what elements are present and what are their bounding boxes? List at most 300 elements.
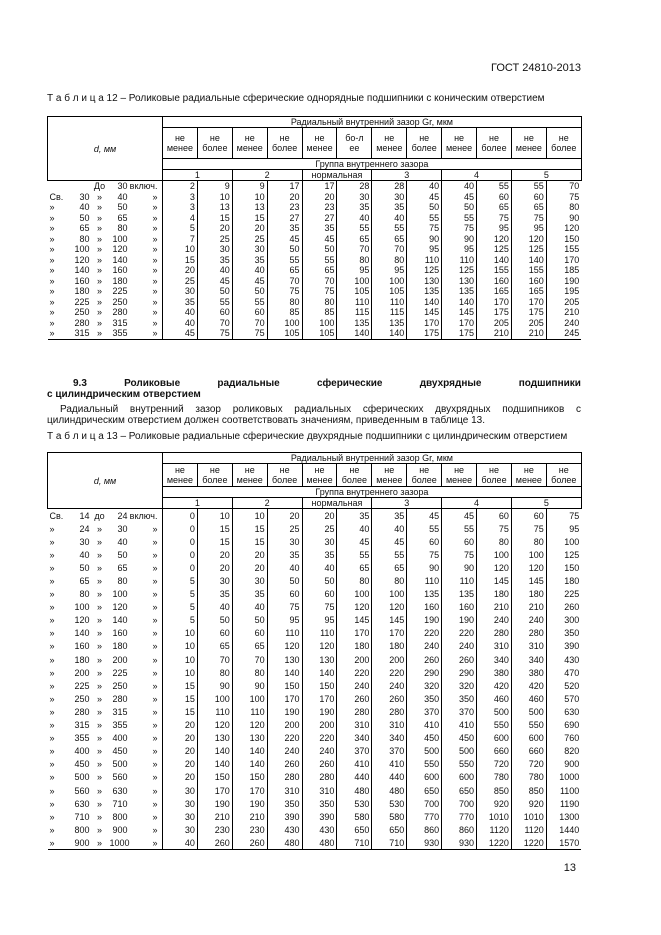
clearance-value: 27 <box>302 213 337 224</box>
clearance-value: 90 <box>197 679 232 692</box>
clearance-value: 280 <box>372 705 407 718</box>
diameter-range-text <box>50 786 161 796</box>
clearance-value: 20 <box>163 745 198 758</box>
group-name: 2 <box>232 498 302 509</box>
clearance-value: 95 <box>477 223 512 234</box>
min-label: не менее <box>442 128 477 159</box>
range-prefix: » <box>49 296 55 307</box>
clearance-value: 390 <box>302 810 337 823</box>
clearance-value: 75 <box>407 223 442 234</box>
table-row <box>48 328 582 339</box>
group-header: Группа внутреннего зазора <box>163 487 582 498</box>
clearance-value: 130 <box>197 732 232 745</box>
range-separator: До <box>93 181 106 192</box>
clearance-value: 550 <box>511 719 546 732</box>
clearance-value: 20 <box>163 758 198 771</box>
clearance-value: 30 <box>267 535 302 548</box>
clearance-value: 100 <box>197 692 232 705</box>
clearance-value: 23 <box>267 202 302 213</box>
clearance-value: 930 <box>442 836 477 850</box>
clearance-value: 310 <box>267 784 302 797</box>
clearance-value: 205 <box>546 297 581 308</box>
clearance-value: 50 <box>232 614 267 627</box>
clearance-value: 35 <box>337 509 372 523</box>
clearance-value: 430 <box>267 823 302 836</box>
clearance-value: 40 <box>337 522 372 535</box>
clearance-value: 75 <box>267 601 302 614</box>
max-label: не более <box>197 464 232 487</box>
diameter-range-text <box>50 265 161 275</box>
table-row <box>48 297 582 308</box>
clearance-value: 140 <box>372 328 407 339</box>
clearance-value: 95 <box>372 265 407 276</box>
clearance-value: 130 <box>232 732 267 745</box>
range-separator: » <box>96 772 102 783</box>
clearance-value: 260 <box>197 836 232 850</box>
clearance-value: 60 <box>477 192 512 203</box>
clearance-value: 75 <box>442 223 477 234</box>
clearance-value: 100 <box>267 318 302 329</box>
clearance-value: 60 <box>407 535 442 548</box>
clearance-value: 65 <box>511 202 546 213</box>
clearance-value: 55 <box>407 213 442 224</box>
clearance-value: 65 <box>302 265 337 276</box>
table-13-caption: Т а б л и ц а 13 – Роликовые радиальные сферические двухрядные подшипники с цилиндрическим отверстием <box>47 431 568 442</box>
clearance-value: 20 <box>267 509 302 523</box>
clearance-value: 20 <box>163 771 198 784</box>
clearance-value: 310 <box>302 784 337 797</box>
range-prefix: » <box>49 772 55 783</box>
diameter-range <box>48 286 163 297</box>
clearance-value: 80 <box>267 297 302 308</box>
diameter-range <box>48 202 163 213</box>
range-separator: » <box>96 576 102 587</box>
clearance-value: 5 <box>163 614 198 627</box>
clearance-value: 35 <box>267 223 302 234</box>
clearance-value: 600 <box>442 771 477 784</box>
clearance-value: 160 <box>442 601 477 614</box>
clearance-value: 350 <box>407 692 442 705</box>
clearance-value: 280 <box>267 771 302 784</box>
clearance-value: 80 <box>302 297 337 308</box>
clearance-value: 420 <box>477 679 512 692</box>
clearance-value: 120 <box>267 640 302 653</box>
clearance-value: 340 <box>511 653 546 666</box>
clearance-value: 60 <box>197 627 232 640</box>
clearance-value: 30 <box>163 797 198 810</box>
diameter-range-text <box>50 576 161 586</box>
clearance-value: 200 <box>372 653 407 666</box>
range-from: 180 <box>74 654 90 665</box>
clearance-value: 100 <box>372 588 407 601</box>
diameter-range-text <box>50 297 161 307</box>
diameter-range <box>48 255 163 266</box>
range-suffix: » <box>152 296 158 307</box>
clearance-value: 65 <box>477 202 512 213</box>
range-prefix: » <box>49 202 55 213</box>
clearance-value: 55 <box>302 255 337 266</box>
clearance-value: 140 <box>511 255 546 266</box>
clearance-value: 15 <box>197 522 232 535</box>
clearance-value: 30 <box>232 574 267 587</box>
clearance-value: 165 <box>511 286 546 297</box>
clearance-value: 45 <box>337 535 372 548</box>
range-from: 120 <box>74 254 90 265</box>
range-to: 160 <box>112 628 128 639</box>
clearance-value: 320 <box>407 679 442 692</box>
clearance-value: 135 <box>442 588 477 601</box>
clearance-value: 245 <box>546 328 581 339</box>
diameter-range <box>48 614 163 627</box>
clearance-value: 30 <box>372 192 407 203</box>
range-to: 50 <box>117 202 128 213</box>
clearance-value: 220 <box>372 666 407 679</box>
clearance-value: 760 <box>546 732 581 745</box>
diameter-range <box>48 601 163 614</box>
clearance-value: 35 <box>337 202 372 213</box>
diameter-range-text <box>50 181 161 191</box>
range-prefix: » <box>49 233 55 244</box>
range-from: 710 <box>74 811 90 822</box>
clearance-value: 140 <box>477 255 512 266</box>
range-separator: » <box>96 254 102 265</box>
range-separator: » <box>96 615 102 626</box>
table-row <box>48 745 582 758</box>
clearance-value: 280 <box>511 627 546 640</box>
max-label: не более <box>477 128 512 159</box>
diameter-range-text <box>50 759 161 769</box>
range-suffix: » <box>152 244 158 255</box>
group-name: 4 <box>442 170 512 181</box>
max-label: не более <box>546 464 581 487</box>
range-suffix: » <box>152 798 158 809</box>
clearance-value: 150 <box>546 234 581 245</box>
clearance-value: 95 <box>407 244 442 255</box>
diameter-range <box>48 561 163 574</box>
diameter-range <box>48 297 163 308</box>
table-row <box>48 732 582 745</box>
clearance-value: 690 <box>546 719 581 732</box>
range-suffix: » <box>152 667 158 678</box>
diameter-range <box>48 276 163 287</box>
table-row <box>48 181 582 192</box>
diameter-range <box>48 679 163 692</box>
clearance-value: 75 <box>477 213 512 224</box>
clearance-value: 120 <box>232 719 267 732</box>
clearance-value: 125 <box>477 244 512 255</box>
clearance-value: 260 <box>232 836 267 850</box>
clearance-value: 95 <box>511 223 546 234</box>
clearance-value: 55 <box>442 522 477 535</box>
clearance-value: 28 <box>337 181 372 192</box>
diameter-range-text <box>50 681 161 691</box>
diameter-range-text <box>50 799 161 809</box>
range-from: 30 <box>79 191 90 202</box>
clearance-value: 75 <box>197 328 232 339</box>
range-to: 500 <box>112 759 128 770</box>
clearance-value: 140 <box>232 745 267 758</box>
clearance-value: 50 <box>197 286 232 297</box>
clearance-value: 60 <box>511 192 546 203</box>
diameter-range-text <box>50 524 161 534</box>
range-prefix: » <box>49 706 55 717</box>
clearance-value: 200 <box>302 719 337 732</box>
clearance-value: 700 <box>442 797 477 810</box>
clearance-value: 135 <box>407 286 442 297</box>
clearance-value: 240 <box>337 679 372 692</box>
range-to: 100 <box>112 233 128 244</box>
clearance-value: 290 <box>442 666 477 679</box>
clearance-value: 140 <box>232 758 267 771</box>
clearance-value: 55 <box>197 297 232 308</box>
clearance-value: 75 <box>302 286 337 297</box>
table-row <box>48 692 582 705</box>
clearance-value: 170 <box>442 318 477 329</box>
clearance-value: 75 <box>267 286 302 297</box>
clearance-value: 500 <box>511 705 546 718</box>
clearance-value: 75 <box>302 601 337 614</box>
clearance-value: 70 <box>197 318 232 329</box>
clearance-value: 120 <box>511 234 546 245</box>
clearance-value: 650 <box>442 784 477 797</box>
clearance-value: 55 <box>232 297 267 308</box>
page-number: 13 <box>563 862 576 874</box>
clearance-value: 170 <box>232 784 267 797</box>
table-row <box>48 823 582 836</box>
clearance-value: 175 <box>477 307 512 318</box>
clearance-value: 260 <box>407 653 442 666</box>
range-from: 65 <box>79 223 90 234</box>
table-row <box>48 234 582 245</box>
range-suffix: » <box>152 680 158 691</box>
clearance-value: 30 <box>197 244 232 255</box>
range-from: 24 <box>79 523 90 534</box>
diameter-range-text <box>50 550 161 560</box>
max-label: не более <box>407 128 442 159</box>
range-from: 800 <box>74 824 90 835</box>
range-suffix: » <box>152 523 158 534</box>
clearance-value: 770 <box>407 810 442 823</box>
clearance-value: 450 <box>442 732 477 745</box>
clearance-value: 13 <box>197 202 232 213</box>
clearance-value: 125 <box>442 265 477 276</box>
clearance-value: 185 <box>546 265 581 276</box>
table-12 <box>47 116 582 340</box>
table-row <box>48 836 582 850</box>
clearance-value: 30 <box>163 784 198 797</box>
clearance-value: 410 <box>442 719 477 732</box>
clearance-value: 1120 <box>511 823 546 836</box>
clearance-value: 630 <box>546 705 581 718</box>
clearance-value: 155 <box>546 244 581 255</box>
clearance-value: 340 <box>477 653 512 666</box>
table-row <box>48 561 582 574</box>
clearance-value: 200 <box>267 719 302 732</box>
clearance-value: 860 <box>407 823 442 836</box>
range-to: 160 <box>112 265 128 276</box>
range-suffix: » <box>152 602 158 613</box>
clearance-value: 220 <box>302 732 337 745</box>
clearance-value: 150 <box>197 771 232 784</box>
range-suffix: » <box>152 615 158 626</box>
clearance-value: 90 <box>407 234 442 245</box>
clearance-value: 45 <box>267 234 302 245</box>
header-row <box>48 117 582 128</box>
clearance-value: 145 <box>372 614 407 627</box>
clearance-value: 135 <box>442 286 477 297</box>
clearance-value: 240 <box>442 640 477 653</box>
range-suffix: включ. <box>129 181 158 192</box>
clearance-value: 150 <box>302 679 337 692</box>
clearance-value: 150 <box>546 561 581 574</box>
range-separator: » <box>96 759 102 770</box>
clearance-value: 130 <box>302 653 337 666</box>
clearance-value: 17 <box>302 181 337 192</box>
range-to: 800 <box>112 811 128 822</box>
clearance-value: 55 <box>372 223 407 234</box>
clearance-value: 660 <box>511 745 546 758</box>
diameter-range <box>48 784 163 797</box>
clearance-value: 20 <box>197 548 232 561</box>
clearance-value: 280 <box>477 627 512 640</box>
clearance-value: 175 <box>442 328 477 339</box>
clearance-value: 75 <box>232 328 267 339</box>
clearance-value: 60 <box>477 509 512 523</box>
clearance-value: 95 <box>337 265 372 276</box>
clearance-value: 210 <box>197 810 232 823</box>
range-to: 100 <box>112 589 128 600</box>
range-suffix: » <box>152 733 158 744</box>
range-to: 900 <box>112 824 128 835</box>
clearance-value: 320 <box>442 679 477 692</box>
clearance-value: 15 <box>163 705 198 718</box>
min-label: не менее <box>372 128 407 159</box>
clearance-value: 120 <box>477 561 512 574</box>
clearance-value: 20 <box>163 719 198 732</box>
table-row <box>48 244 582 255</box>
clearance-value: 110 <box>197 705 232 718</box>
range-from: 14 <box>79 510 90 521</box>
section-word: сферические <box>316 378 383 389</box>
clearance-value: 110 <box>302 627 337 640</box>
min-label: не менее <box>302 128 337 159</box>
group-name: 4 <box>442 498 512 509</box>
clearance-value: 10 <box>163 653 198 666</box>
clearance-value: 60 <box>267 588 302 601</box>
clearance-value: 50 <box>442 202 477 213</box>
range-separator: » <box>96 824 102 835</box>
table-row <box>48 679 582 692</box>
section-number: 9.3 <box>73 378 87 389</box>
diameter-range-text <box>50 563 161 573</box>
clearance-value: 35 <box>163 297 198 308</box>
clearance-value: 35 <box>302 223 337 234</box>
table-row <box>48 758 582 771</box>
clearance-value: 300 <box>546 614 581 627</box>
range-from: 315 <box>74 328 90 339</box>
range-suffix: » <box>152 759 158 770</box>
clearance-value: 1120 <box>477 823 512 836</box>
clearance-value: 80 <box>546 202 581 213</box>
clearance-value: 60 <box>232 627 267 640</box>
clearance-value: 5 <box>163 601 198 614</box>
range-separator: » <box>96 202 102 213</box>
range-to: 65 <box>117 562 128 573</box>
range-from: 40 <box>79 202 90 213</box>
clearance-value: 170 <box>302 692 337 705</box>
clearance-value: 70 <box>232 318 267 329</box>
clearance-value: 310 <box>511 640 546 653</box>
range-prefix: » <box>49 680 55 691</box>
clearance-value: 80 <box>372 574 407 587</box>
range-from: 160 <box>74 275 90 286</box>
clearance-value: 380 <box>511 666 546 679</box>
diameter-range <box>48 640 163 653</box>
diameter-range-text <box>50 318 161 328</box>
clearance-value: 930 <box>407 836 442 850</box>
clearance-value: 110 <box>407 255 442 266</box>
range-suffix: » <box>152 254 158 265</box>
clearance-value: 160 <box>477 276 512 287</box>
clearance-value: 65 <box>232 640 267 653</box>
range-separator: » <box>96 837 102 848</box>
diameter-range-text <box>50 628 161 638</box>
clearance-value: 20 <box>232 548 267 561</box>
clearance-value: 780 <box>511 771 546 784</box>
clearance-value: 145 <box>407 307 442 318</box>
clearance-value: 90 <box>232 679 267 692</box>
section-word: двухрядные <box>419 378 482 389</box>
range-separator: » <box>96 811 102 822</box>
table-row <box>48 666 582 679</box>
clearance-value: 450 <box>407 732 442 745</box>
clearance-value: 920 <box>477 797 512 810</box>
clearance-value: 175 <box>407 328 442 339</box>
clearance-value: 40 <box>372 522 407 535</box>
table-row <box>48 614 582 627</box>
clearance-value: 15 <box>163 679 198 692</box>
clearance-value: 920 <box>511 797 546 810</box>
group-header: Группа внутреннего зазора <box>163 159 582 170</box>
range-suffix: » <box>152 275 158 286</box>
clearance-value: 23 <box>302 202 337 213</box>
range-from: 120 <box>74 615 90 626</box>
clearance-value: 460 <box>477 692 512 705</box>
clearance-value: 0 <box>163 522 198 535</box>
clearance-value: 15 <box>197 535 232 548</box>
table-row <box>48 771 582 784</box>
clearance-value: 190 <box>546 276 581 287</box>
clearance-value: 35 <box>232 588 267 601</box>
clearance-value: 130 <box>442 276 477 287</box>
min-label: не менее <box>302 464 337 487</box>
clearance-value: 370 <box>372 745 407 758</box>
clearance-value: 110 <box>442 255 477 266</box>
diameter-range-text <box>50 307 161 317</box>
clearance-header: Радиальный внутренний зазор Gr, мкм <box>163 117 582 128</box>
range-from: 160 <box>74 641 90 652</box>
clearance-value: 110 <box>372 297 407 308</box>
clearance-value: 210 <box>511 328 546 339</box>
clearance-value: 440 <box>372 771 407 784</box>
clearance-value: 35 <box>267 548 302 561</box>
diameter-range-text <box>50 615 161 625</box>
range-prefix: » <box>49 307 55 318</box>
range-from: 180 <box>74 286 90 297</box>
range-prefix: » <box>49 275 55 286</box>
clearance-value: 210 <box>511 601 546 614</box>
clearance-value: 420 <box>511 679 546 692</box>
